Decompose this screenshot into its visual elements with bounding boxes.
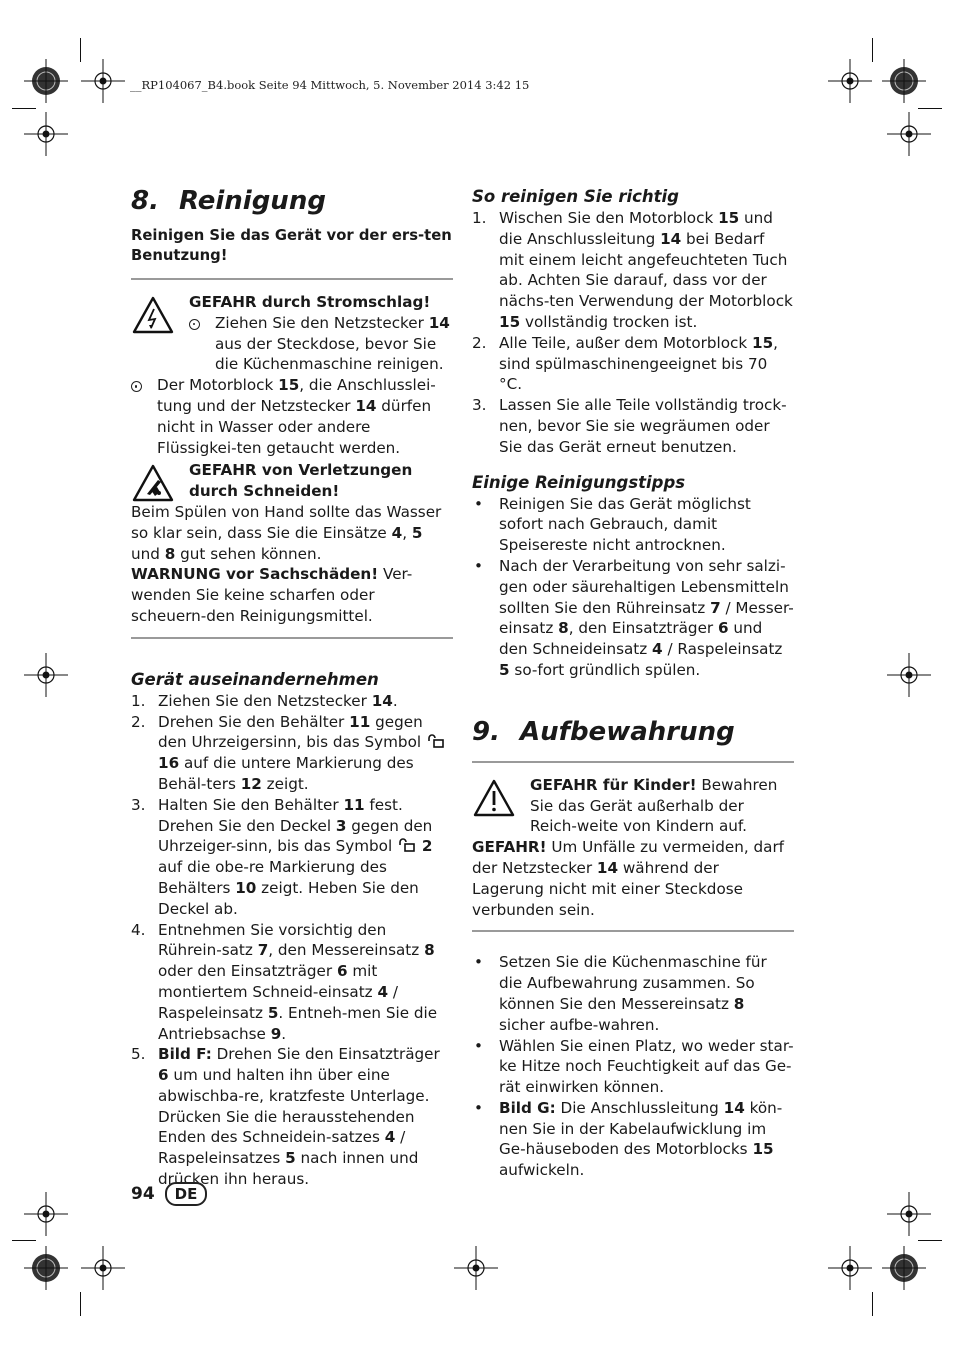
trim-line [80,38,81,62]
list-item: 3. Halten Sie den Behälter 11 fest. Drehen Sie den Deckel 3 gegen den Uhrzeiger-sinn, bis das Symbol 2 auf die obe-re Markierung des Behälters 10 zeigt. Heben Sie den Deckel ab. [131,795,433,918]
divider [131,278,453,280]
trim-line [918,108,942,109]
registration-mark-icon [79,1244,127,1292]
tips-heading: Einige Reinigungstipps [472,472,686,492]
registration-mark-icon [880,1244,928,1292]
registration-mark-icon [22,651,70,699]
lock-symbol-icon [426,733,446,749]
circle-bullet-icon [131,381,142,392]
registration-mark-icon [22,1244,70,1292]
list-item: 4. Entnehmen Sie vorsichtig den Rührein-satz 7, den Messereinsatz 8 oder den Einsatzträger 6 mit montiertem Schneid-einsatz 4 / Raspeleinsatz 5. Entneh-men Sie die Antriebsachse 9. [131,920,438,1043]
print-header: __RP104067_B4.book Seite 94 Mittwoch, 5. November 2014 3:42 15 [130,78,530,92]
bullet-dot-icon: • [474,953,483,972]
bullet-dot-icon: • [474,1098,483,1117]
bullet-dot-icon: • [474,1036,483,1055]
list-item: • Wählen Sie einen Platz, wo weder star-ke Hitze noch Feuchtigkeit auf das Ge-rät einwirken können. [474,1036,794,1097]
water-warning-bullet: Der Motorblock 15, die Anschlusslei-tung und der Netzstecker 14 dürfen nicht in Wasser oder andere Flüssigkei-ten getaucht werden. [131,375,453,458]
list-item: 5. Bild F: Drehen Sie den Einsatzträger 6 um und halten ihn über eine abwischba-re, kratzfeste Unterlage. Drücken Sie die herausstehenden Enden des Schneidein-satzes 4 / Raspeleinsatzes 5 nach innen und drücken ihn heraus. [131,1045,440,1189]
registration-mark-icon [452,1244,500,1292]
trim-line [12,108,36,109]
registration-mark-icon [22,1190,70,1238]
registration-mark-icon [826,57,874,105]
plug-warning: GEFAHR! Um Unfälle zu vermeiden, darf der Netzstecker 14 während der Lagerung nicht mit einer Steckdose verbunden sein. [472,838,785,919]
children-warning: GEFAHR für Kinder! Bewahren Sie das Gerät außerhalb der Reich-weite von Kindern auf. [472,775,794,837]
list-item: 2. Alle Teile, außer dem Motorblock 15, sind spülmaschinengeeignet bis 70 °C. [472,333,778,394]
divider [472,930,794,932]
cut-warning-icon [131,463,175,503]
trim-line [872,38,873,62]
list-item: • Nach der Verarbeitung von sehr salzi-gen oder säurehaltigen Lebensmitteln sollten Sie den Rühreinsatz 7 / Messer-einsatz 8, den Einsatzträger 6 und den Schneideinsatz 4 / Raspeleinsatz 5 so-fort gründlich spülen. [474,556,794,679]
electric-shock-warning: GEFAHR durch Stromschlag! Ziehen Sie den Netzstecker 14 aus der Steckdose, bevor Sie die Küchenmaschine reinigen. [131,292,453,375]
trim-line [80,1292,81,1316]
registration-mark-icon [885,651,933,699]
disassemble-heading: Gerät auseinandernehmen [131,669,379,689]
trim-line [872,1292,873,1316]
disassemble-steps [131,691,453,1190]
list-item: • Setzen Sie die Küchenmaschine für die Aufbewahrung zusammen. So können Sie den Messereinsatz 8 sicher aufbe-wahren. [474,953,767,1034]
page-footer [131,1182,207,1206]
language-badge: DE [165,1182,208,1206]
electric-warning-icon [131,295,175,335]
registration-mark-icon [22,110,70,158]
warning-bullet: Ziehen Sie den Netzstecker 14 aus der Steckdose, bevor Sie die Küchenmaschine reinigen. [189,313,453,375]
divider [131,637,453,639]
page-number: 94 [131,1184,155,1204]
list-item: 1. Wischen Sie den Motorblock 15 und die Anschlussleitung 14 bei Bedarf mit einem leicht angefeuchteten Tuch ab. Achten Sie darauf, dass vor der nächs-ten Verwendung der Motorblock 15 vollständig trocken ist. [472,209,793,331]
trim-line [12,1240,36,1241]
property-damage-warning: WARNUNG vor Sachschäden! Ver-wenden Sie keine scharfen oder scheuern-den Reinigungsmittel. [131,565,413,625]
list-item: • Bild G: Die Anschlussleitung 14 kön-nen Sie in der Kabelaufwicklung im Ge-häuseboden des Motorblocks 15 aufwickeln. [474,1098,783,1180]
left-column [131,186,453,1190]
bullet-dot-icon: • [474,494,483,513]
registration-mark-icon [79,57,127,105]
list-item: 2. Drehen Sie den Behälter 11 gegen den Uhrzeigersinn, bis das Symbol 16 auf die untere Markierung des Behäl-ters 12 zeigt. [131,712,453,795]
clean-steps [472,208,794,458]
divider [472,761,794,763]
registration-mark-icon [826,1244,874,1292]
list-item: 3. Lassen Sie alle Teile vollständig trock-nen, bevor Sie sie wegräumen oder Sie das Gerät erneut benutzen. [472,396,787,456]
cut-warning-body: Beim Spülen von Hand sollte das Wasser so klar sein, dass Sie die Einsätze 4, 5 und 8 gut sehen können. [131,502,442,563]
general-warning-icon [472,778,516,818]
storage-list [472,952,794,1181]
trim-line [918,1240,942,1241]
circle-bullet-icon [189,319,200,330]
list-item: • Reinigen Sie das Gerät möglichst sofort nach Gebrauch, damit Speisereste nicht antrocknen. [474,494,751,555]
clean-heading: So reinigen Sie richtig [472,187,679,206]
registration-mark-icon [880,57,928,105]
right-column [472,186,794,1181]
lock-symbol-icon [397,837,417,853]
registration-mark-icon [22,57,70,105]
section-9-heading: 9. Aufbewahrung [472,716,735,747]
tips-list [472,494,794,681]
registration-mark-icon [885,110,933,158]
registration-mark-icon [885,1190,933,1238]
section-8-heading: 8. Reinigung [131,186,326,216]
cleaning-intro: Reinigen Sie das Gerät vor der ers-ten Benutzung! [131,227,452,264]
cut-warning: GEFAHR von Verletzungen durch Schneiden! [131,460,453,502]
bullet-dot-icon: • [474,556,483,575]
list-item: 1. Ziehen Sie den Netzstecker 14. [131,691,398,710]
